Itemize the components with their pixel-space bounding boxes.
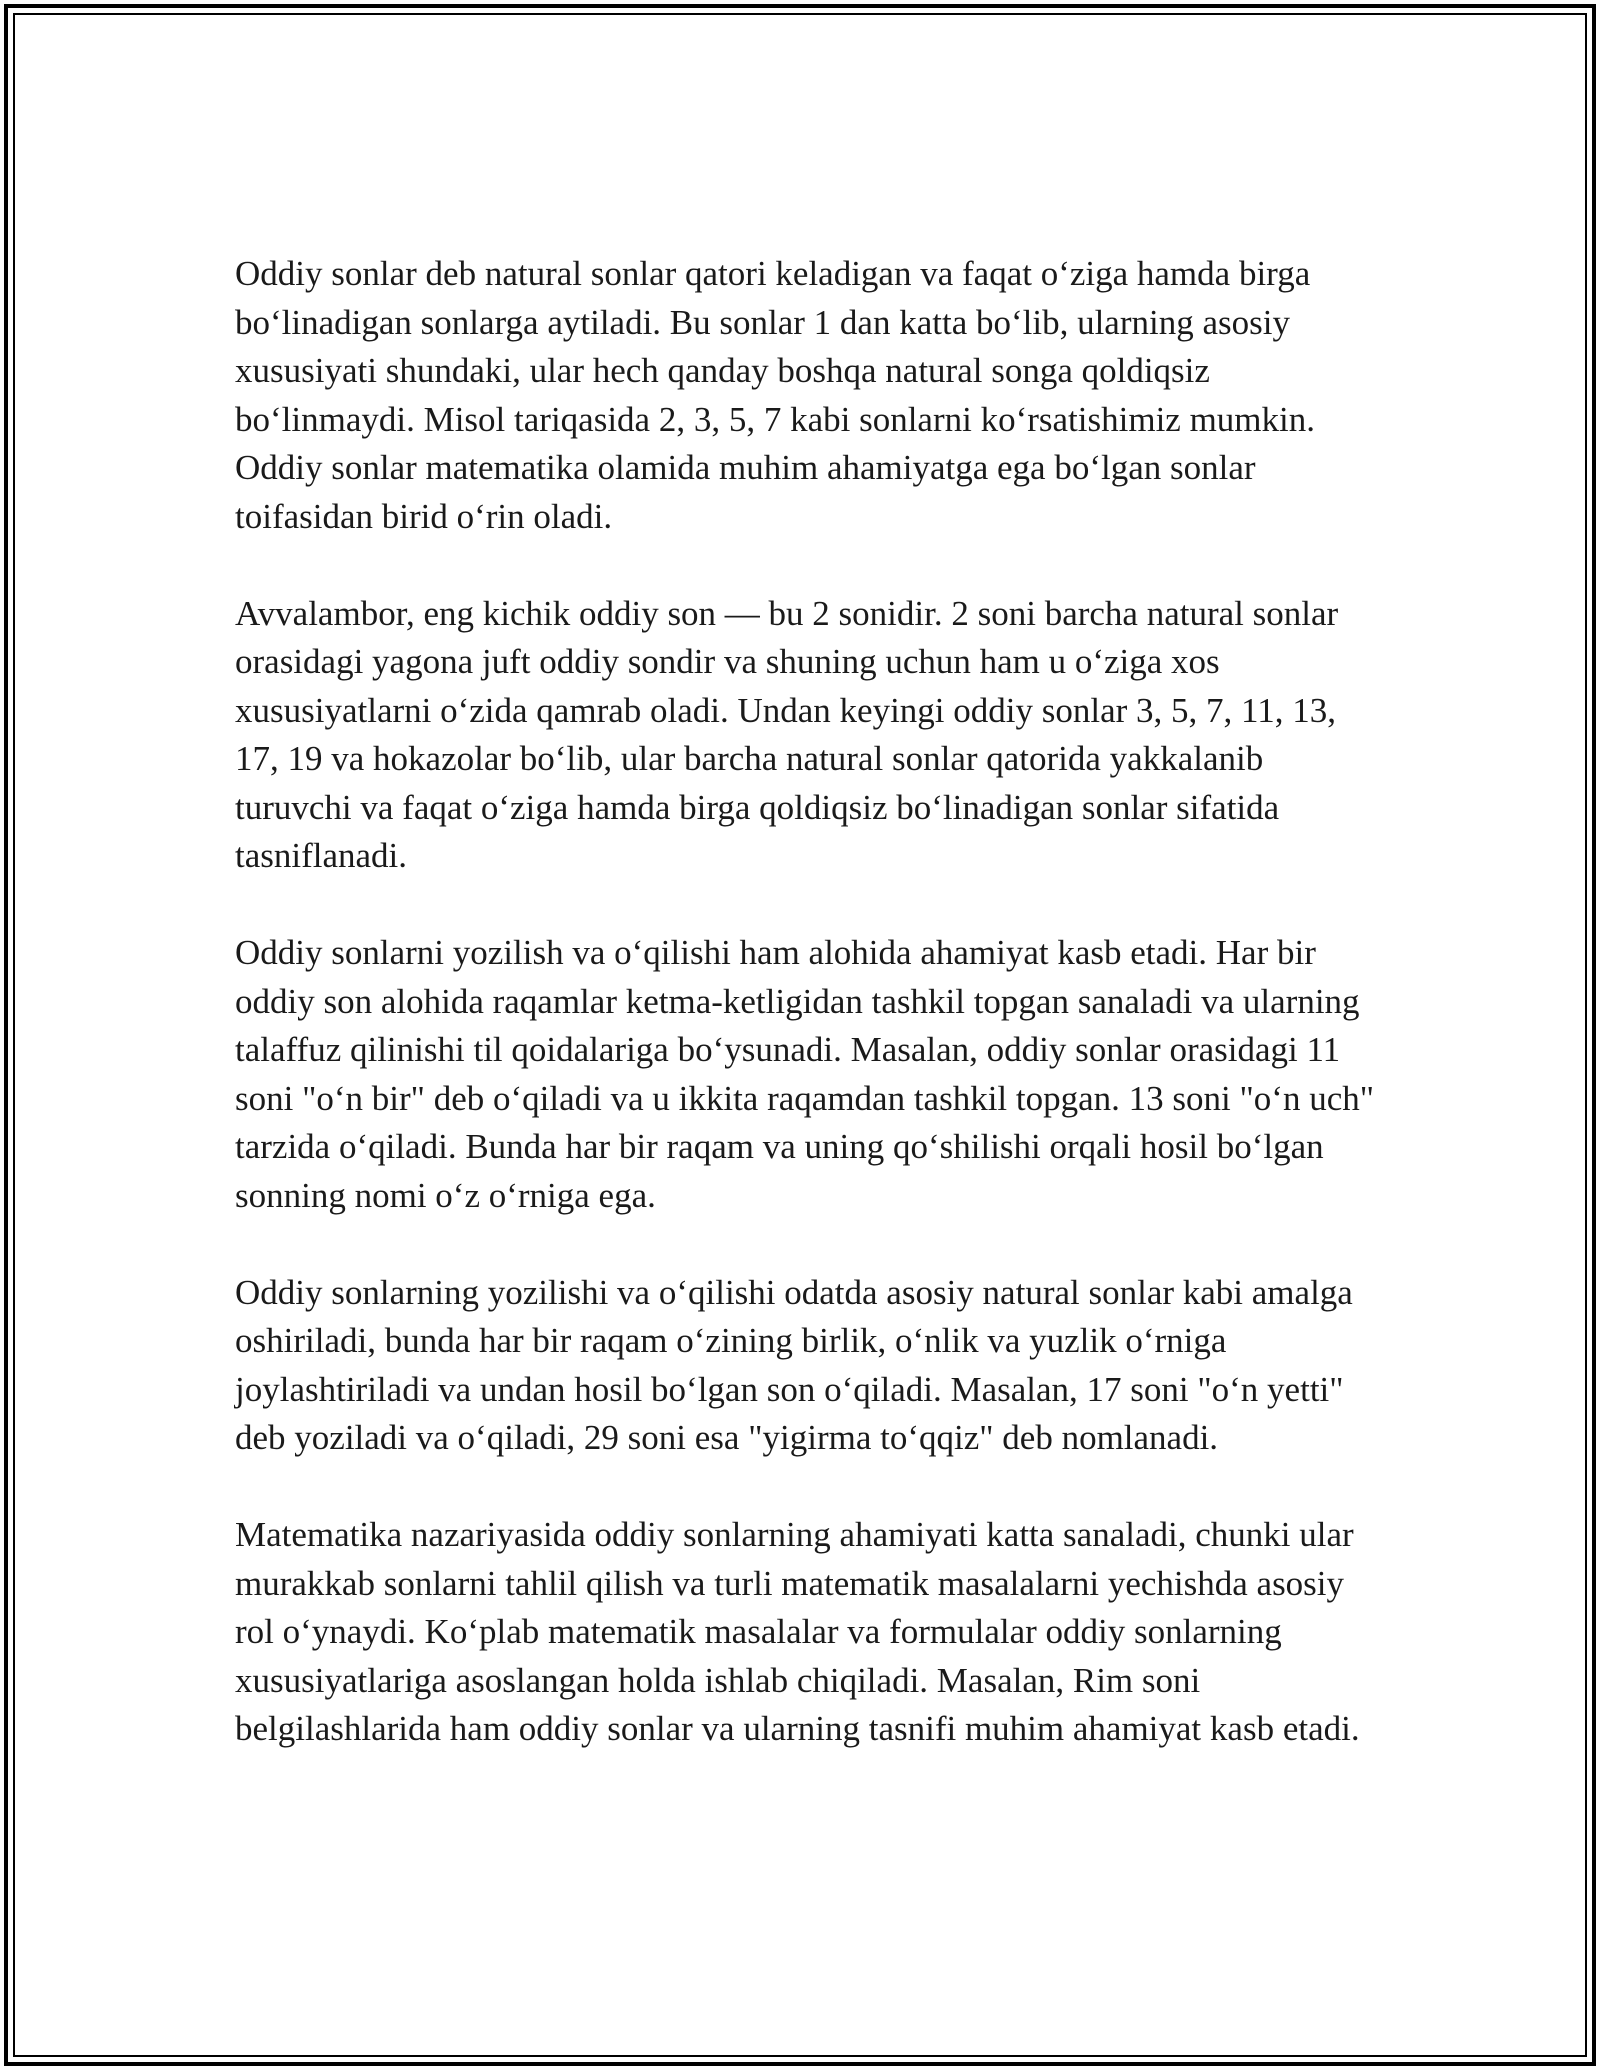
document-body bbox=[235, 250, 1375, 1802]
paragraph-5: Matematika nazariyasida oddiy sonlarning ahamiyati katta sanaladi, chunki ular murakkab sonlarni tahlil qilish va turli matematik masalalarni yechishda asosiy rol o‘ynaydi. Ko‘plab matematik masalalar va formulalar oddiy sonlarning xususiyatlariga asoslangan holda ishlab chiqiladi. Masalan, Rim soni belgilashlarida ham oddiy sonlar va ularning tasnifi muhim ahamiyat kasb etadi. bbox=[235, 1515, 1360, 1748]
paragraph-1: Oddiy sonlar deb natural sonlar qatori keladigan va faqat o‘ziga hamda birga bo‘linadigan sonlarga aytiladi. Bu sonlar 1 dan katta bo‘lib, ularning asosiy xususiyati shundaki, ular hech qanday boshqa natural songa qoldiqsiz bo‘linmaydi. Misol tariqasida 2, 3, 5, 7 kabi sonlarni ko‘rsatishimiz mumkin. Oddiy sonlar matematika olamida muhim ahamiyatga ega bo‘lgan sonlar toifasidan birid o‘rin oladi. bbox=[235, 254, 1316, 536]
paragraph-3: Oddiy sonlarni yozilish va o‘qilishi ham alohida ahamiyat kasb etadi. Har bir oddiy son alohida raqamlar ketma-ketligidan tashkil topgan sanaladi va ularning talaffuz qilinishi til qoidalariga bo‘ysunadi. Masalan, oddiy sonlar orasidagi 11 soni "o‘n bir" deb o‘qiladi va u ikkita raqamdan tashkil topgan. 13 soni "o‘n uch" tarzida o‘qiladi. Bunda har bir raqam va uning qo‘shilishi orqali hosil bo‘lgan sonning nomi o‘z o‘rniga ega. bbox=[235, 933, 1375, 1215]
paragraph-4: Oddiy sonlarning yozilishi va o‘qilishi odatda asosiy natural sonlar kabi amalga oshiriladi, bunda har bir raqam o‘zining birlik, o‘nlik va yuzlik o‘rniga joylashtiriladi va undan hosil bo‘lgan son o‘qiladi. Masalan, 17 soni "o‘n yetti" deb yoziladi va o‘qiladi, 29 soni esa "yigirma to‘qqiz" deb nomlanadi. bbox=[235, 1272, 1353, 1457]
paragraph-2: Avvalambor, eng kichik oddiy son — bu 2 sonidir. 2 soni barcha natural sonlar orasidagi yagona juft oddiy sondir va shuning uchun ham u o‘ziga xos xususiyatlarni o‘zida qamrab oladi. Undan keyingi oddiy sonlar 3, 5, 7, 11, 13, 17, 19 va hokazolar bo‘lib, ular barcha natural sonlar qatorida yakkalanib turuvchi va faqat o‘ziga hamda birga qoldiqsiz bo‘linadigan sonlar sifatida tasniflanadi. bbox=[235, 593, 1339, 875]
